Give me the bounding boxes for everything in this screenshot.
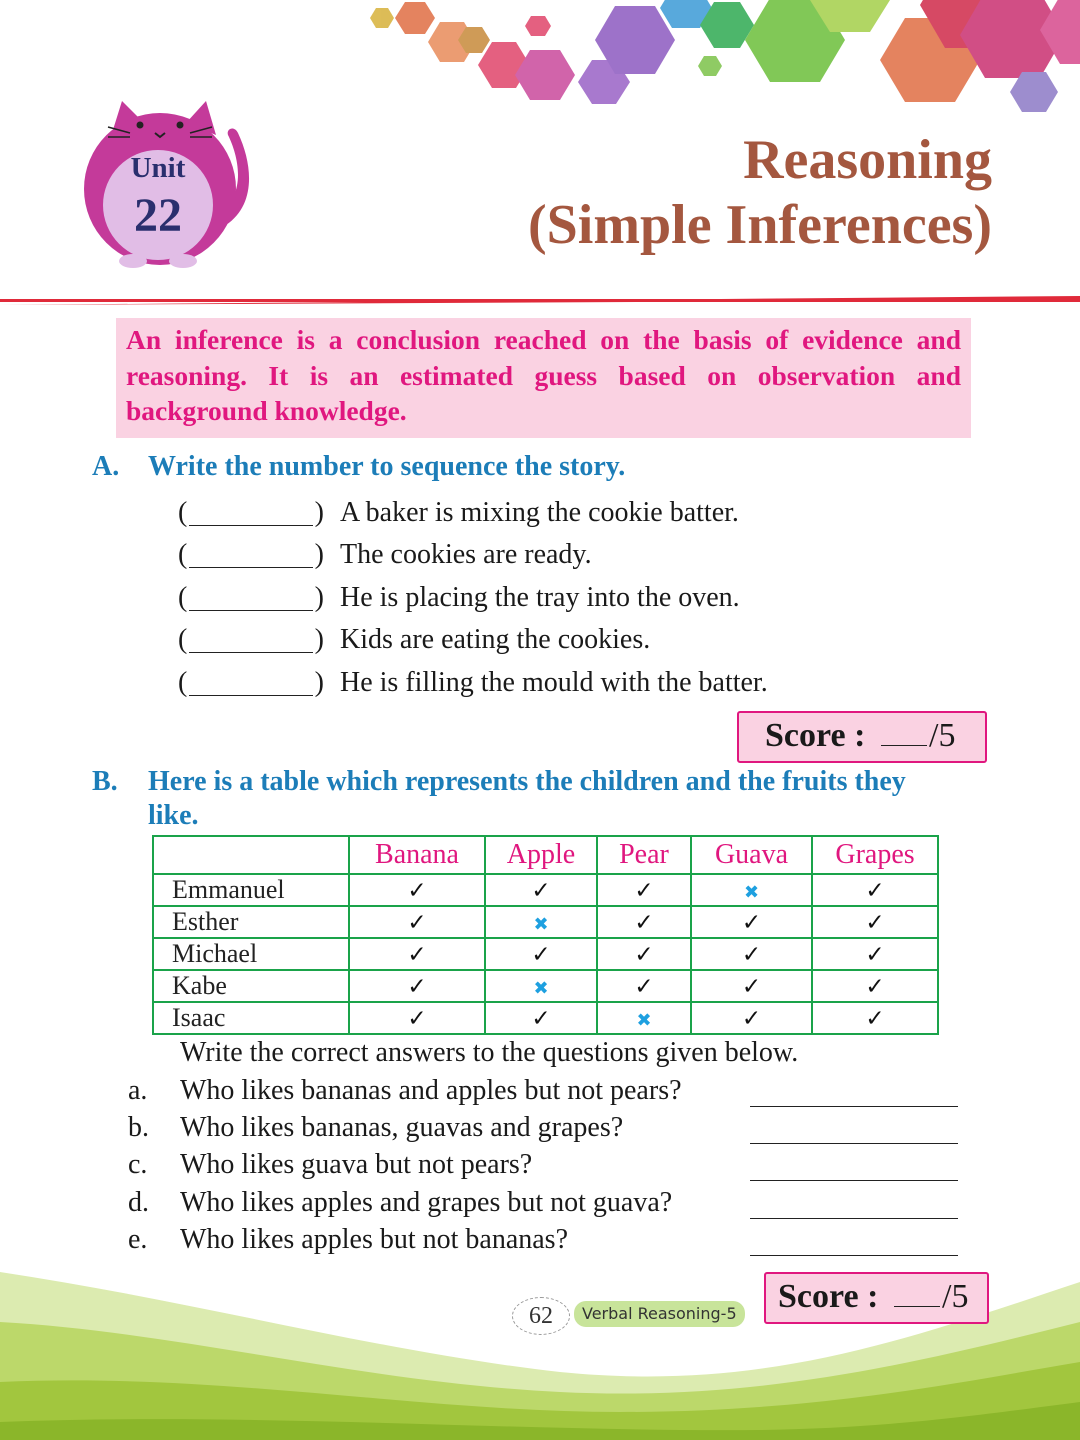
section-b-heading: Here is a table which represents the children and the fruits they [148,766,906,797]
score-blank[interactable] [881,743,927,746]
question-letter: a. [128,1075,148,1106]
check-icon: ✓ [407,974,427,1000]
check-icon: ✓ [741,910,762,936]
answer-blank[interactable] [750,1180,958,1181]
preference-cell [597,1002,691,1034]
score-label: Score : [765,717,866,754]
check-icon: ✓ [865,910,885,936]
question-letter: e. [128,1224,148,1255]
question-text: Who likes bananas and apples but not pears? [180,1075,682,1106]
sequence-item [178,539,592,579]
preference-cell [597,970,691,1002]
sequence-text: He is filling the mould with the batter. [340,667,768,698]
preference-cell [485,874,597,906]
answer-blank[interactable] [750,1255,958,1256]
preference-cell [812,1002,938,1034]
check-icon: ✓ [634,878,654,904]
section-a-heading: Write the number to sequence the story. [148,451,626,482]
answer-blank[interactable] [750,1218,958,1219]
table-header-empty [153,836,349,874]
preference-cell [485,970,597,1002]
definition-text: An inference is a conclusion reached on the basis of evidence and reasoning. It is an estimated guess based on observation and background knowledge. [126,324,961,426]
check-icon: ✓ [865,974,885,1000]
check-icon: ✓ [531,1006,551,1032]
column-header: Pear [597,836,691,874]
preference-cell [349,1002,485,1034]
table-row [153,906,938,938]
sequence-text: The cookies are ready. [340,539,592,570]
preference-cell [349,874,485,906]
check-icon: ✓ [865,942,885,968]
score-total: /5 [929,717,956,754]
column-header: Apple [485,836,597,874]
question-row [128,1112,968,1148]
check-icon: ✓ [531,942,551,968]
question-text: Who likes apples and grapes but not guava? [180,1187,673,1218]
section-b-letter: B. [92,766,118,797]
unit-number: 22 [134,189,182,242]
book-name-badge: Verbal Reasoning-5 [574,1301,745,1327]
preference-cell [597,874,691,906]
check-icon: ✓ [634,942,654,968]
question-row [128,1149,968,1185]
cross-icon: ✖ [636,1010,652,1031]
sequence-item [178,497,739,537]
column-header: Banana [349,836,485,874]
preference-cell [485,906,597,938]
cross-icon: ✖ [743,882,760,903]
answer-blank[interactable] [750,1143,958,1144]
table-row [153,970,938,1002]
cross-icon: ✖ [533,978,549,999]
sequence-blank[interactable]: ( ) [178,624,324,655]
check-icon: ✓ [741,1006,762,1032]
preference-cell [485,938,597,970]
check-icon: ✓ [531,878,551,904]
page-title: Reasoning [743,129,992,191]
cross-icon: ✖ [533,914,549,935]
question-letter: d. [128,1187,149,1218]
table-row [153,938,938,970]
instruction-text: Write the correct answers to the questions given below. [180,1037,799,1068]
sequence-text: A baker is mixing the cookie batter. [340,497,739,528]
answer-blank[interactable] [750,1106,958,1107]
question-letter: c. [128,1149,148,1180]
check-icon: ✓ [634,974,654,1000]
definition-box [116,318,971,438]
sequence-item [178,667,768,707]
score-label: Score : [778,1278,879,1315]
fruit-table [152,835,939,1035]
sequence-text: Kids are eating the cookies. [340,624,651,655]
preference-cell [485,1002,597,1034]
page-number: 62 [512,1297,570,1335]
sequence-text: He is placing the tray into the oven. [340,582,740,613]
preference-cell [349,970,485,1002]
preference-cell [691,970,812,1002]
table-header-row [153,836,938,874]
child-name: Isaac [153,1002,349,1034]
preference-cell [691,938,812,970]
sequence-item [178,582,740,622]
sequence-item [178,624,651,664]
preference-cell [812,970,938,1002]
child-name: Michael [153,938,349,970]
preference-cell [691,1002,812,1034]
preference-cell [349,938,485,970]
sequence-blank[interactable]: ( ) [178,497,324,528]
question-letter: b. [128,1112,149,1143]
preference-cell [812,906,938,938]
question-row [128,1187,968,1223]
page-subtitle: (Simple Inferences) [528,194,992,256]
divider-line [0,296,1080,305]
question-text: Who likes apples but not bananas? [180,1224,569,1255]
preference-cell [691,874,812,906]
question-text: Who likes guava but not pears? [180,1149,533,1180]
child-name: Esther [153,906,349,938]
score-total: /5 [942,1278,969,1315]
question-text: Who likes bananas, guavas and grapes? [180,1112,624,1143]
preference-cell [691,906,812,938]
table-row [153,874,938,906]
preference-cell [349,906,485,938]
score-blank[interactable] [894,1304,940,1307]
preference-cell [812,874,938,906]
child-name: Kabe [153,970,349,1002]
check-icon: ✓ [634,910,654,936]
score-box-a [737,711,987,763]
check-icon: ✓ [741,942,762,968]
preference-cell [597,906,691,938]
child-name: Emmanuel [153,874,349,906]
check-icon: ✓ [407,878,427,904]
check-icon: ✓ [407,1006,427,1032]
check-icon: ✓ [407,942,427,968]
preference-cell [812,938,938,970]
check-icon: ✓ [741,974,762,1000]
check-icon: ✓ [865,878,885,904]
check-icon: ✓ [407,910,427,936]
column-header: Guava [691,836,812,874]
check-icon: ✓ [865,1006,885,1032]
question-row [128,1075,968,1111]
question-row [128,1224,968,1260]
column-header: Grapes [812,836,938,874]
table-row [153,1002,938,1034]
section-a-letter: A. [92,451,120,482]
score-box-b [764,1272,989,1324]
sequence-blank[interactable]: ( ) [178,667,324,698]
sequence-blank[interactable]: ( ) [178,539,324,570]
sequence-blank[interactable]: ( ) [178,582,324,613]
unit-label: Unit [130,152,186,184]
section-b-heading-cont: like. [148,800,199,831]
preference-cell [597,938,691,970]
